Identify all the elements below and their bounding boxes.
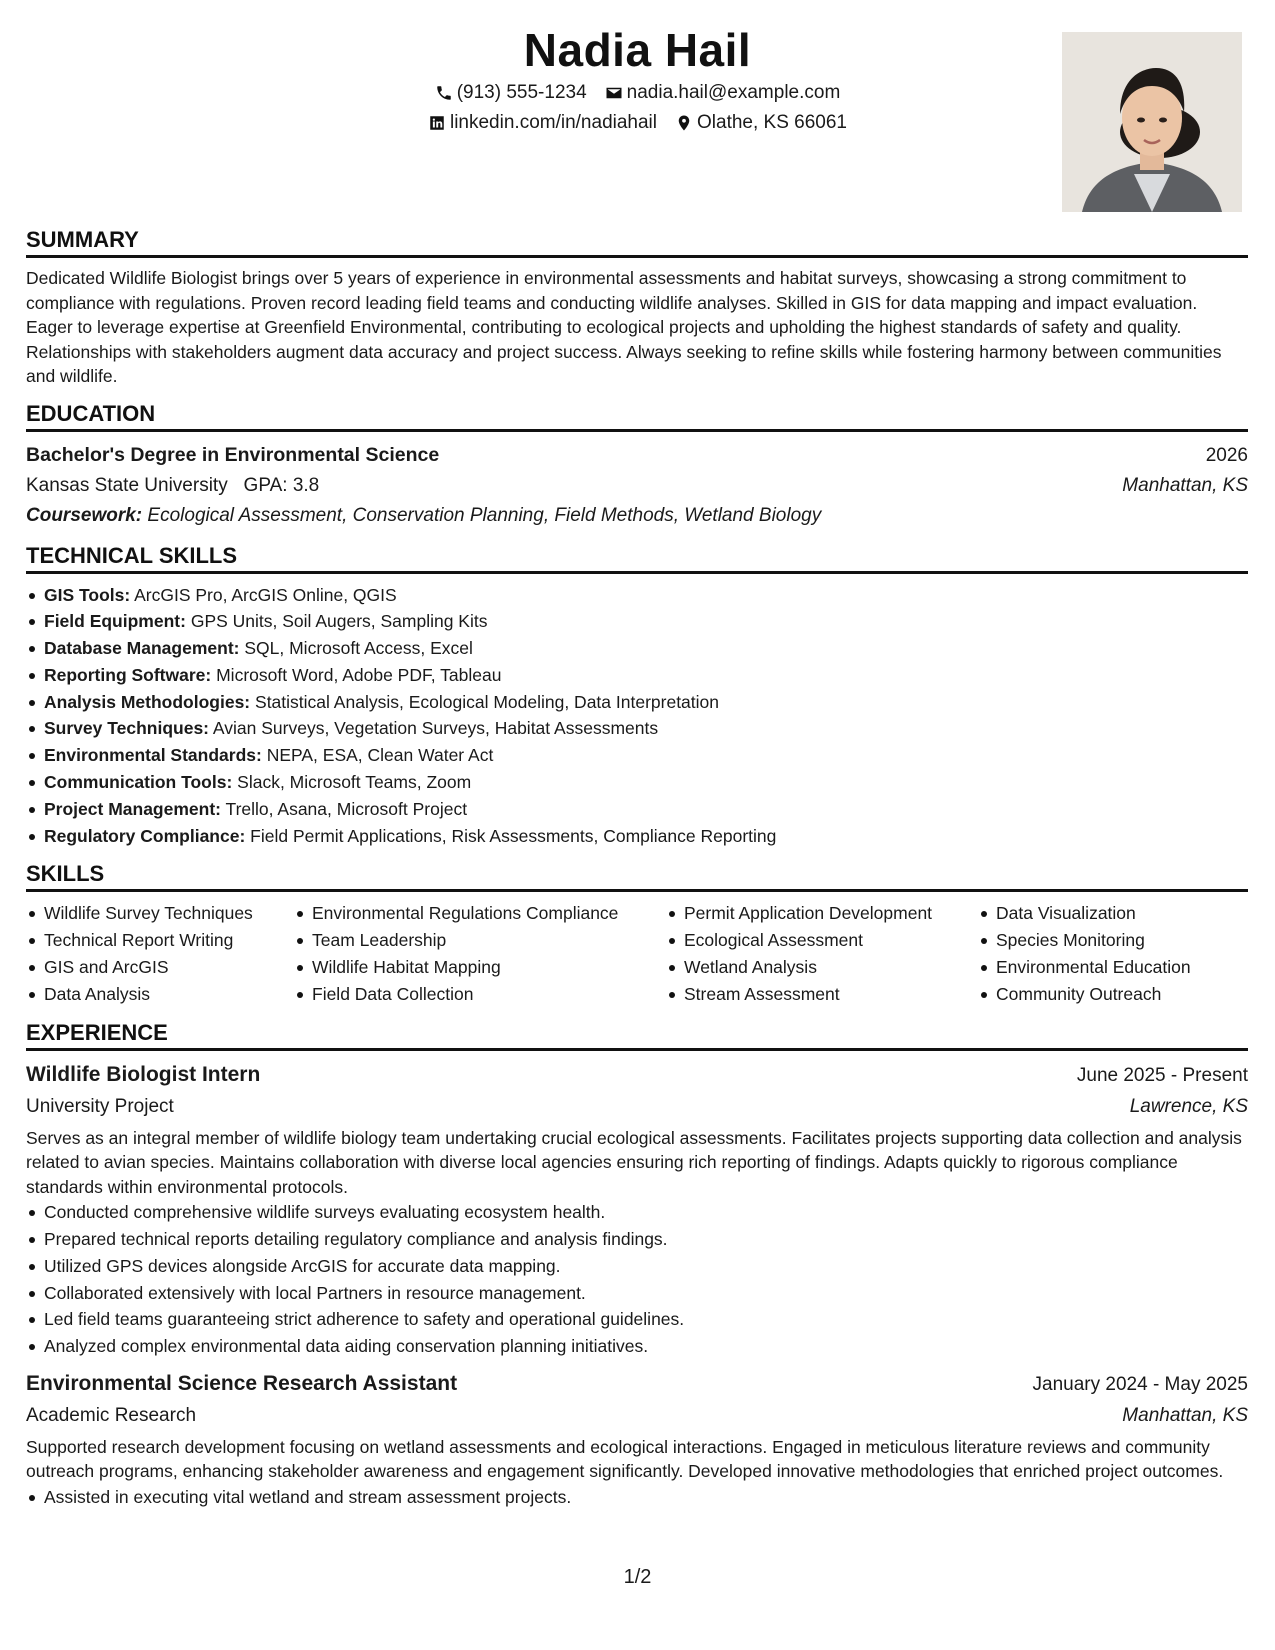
list-item: Wildlife Survey Techniques [26, 900, 294, 927]
list-item: Permit Application Development [666, 900, 978, 927]
job-entry [26, 1059, 1248, 1360]
skill-category: GIS Tools: [44, 584, 131, 605]
job-title: Environmental Science Research Assistant [26, 1371, 458, 1395]
list-item: Environmental Education [978, 954, 1240, 981]
summary-heading: SUMMARY [26, 226, 1248, 258]
candidate-name: Nadia Hail [523, 24, 752, 76]
list-item: Technical Report Writing [26, 927, 294, 954]
list-item: Stream Assessment [666, 981, 978, 1008]
list-item: GIS and ArcGIS [26, 954, 294, 981]
coursework-label: Coursework: [26, 504, 143, 526]
contact-linkedin[interactable] [428, 108, 657, 138]
job-organization: University Project [26, 1095, 174, 1117]
skill-values: Slack, Microsoft Teams, Zoom [237, 772, 472, 793]
list-item: Analyzed complex environmental data aiding conservation planning initiatives. [26, 1333, 1248, 1360]
list-item: Conducted comprehensive wildlife surveys evaluating ecosystem health. [26, 1199, 1248, 1226]
gpa: GPA: 3.8 [243, 474, 320, 496]
skills-heading: SKILLS [26, 860, 1248, 892]
list-item: Data Visualization [978, 900, 1240, 927]
school-line [26, 471, 319, 501]
skills-grid [26, 900, 1248, 1007]
skill-category: Analysis Methodologies: [44, 691, 251, 712]
technical-skills-heading: TECHNICAL SKILLS [26, 542, 1248, 574]
education-degree-row [26, 440, 1248, 471]
list-item [26, 823, 1248, 850]
phone-text: (913) 555-1234 [456, 82, 587, 103]
skills-column-2 [294, 900, 666, 1007]
list-item [26, 769, 1248, 796]
skills-column-1 [26, 900, 294, 1007]
list-item [26, 608, 1248, 635]
list-item: Prepared technical reports detailing regulatory compliance and analysis findings. [26, 1226, 1248, 1253]
skill-category: Environmental Standards: [44, 745, 262, 766]
job-bullets [26, 1484, 1248, 1511]
list-item: Wetland Analysis [666, 954, 978, 981]
resume-body [26, 226, 1248, 1522]
job-location: Lawrence, KS [1129, 1095, 1248, 1117]
list-item: Wildlife Habitat Mapping [294, 954, 666, 981]
contact-phone [435, 78, 587, 108]
skill-values: Trello, Asana, Microsoft Project [225, 798, 468, 819]
list-item: Species Monitoring [978, 927, 1240, 954]
job-bullets [26, 1199, 1248, 1360]
list-item: Ecological Assessment [666, 927, 978, 954]
job-description: Serves as an integral member of wildlife biology team undertaking crucial ecological assessments. Facilitates projects supporting data collection and analysis related to avian species. Maintains collaboration with diverse local agencies ensuring rich reporting of findings. Adapts quickly to rigorous compliance standards within environmental protocols. [26, 1127, 1242, 1197]
job-dates: January 2024 - May 2025 [1032, 1373, 1248, 1395]
list-item: Collaborated extensively with local Partners in resource management. [26, 1280, 1248, 1307]
job-title-row [26, 1368, 1248, 1400]
skill-values: Statistical Analysis, Ecological Modeling, Data Interpretation [255, 691, 720, 712]
skill-values: Microsoft Word, Adobe PDF, Tableau [216, 664, 502, 685]
skill-category: Field Equipment: [44, 611, 186, 632]
page-number: 1/2 [623, 1566, 652, 1588]
job-org-row [26, 1091, 1248, 1122]
contact-location [675, 108, 847, 138]
list-item: Team Leadership [294, 927, 666, 954]
skill-values: ArcGIS Pro, ArcGIS Online, QGIS [134, 584, 397, 605]
list-item: Community Outreach [978, 981, 1240, 1008]
skills-column-4 [978, 900, 1240, 1007]
experience-heading: EXPERIENCE [26, 1019, 1248, 1051]
list-item: Led field teams guaranteeing strict adherence to safety and operational guidelines. [26, 1306, 1248, 1333]
list-item: Assisted in executing vital wetland and stream assessment projects. [26, 1484, 1248, 1511]
school-location: Manhattan, KS [1122, 474, 1248, 496]
linkedin-icon [428, 114, 446, 132]
email-link[interactable]: nadia.hail@example.com [626, 82, 841, 103]
education-school-row [26, 471, 1248, 501]
list-item [26, 715, 1248, 742]
list-item: Data Analysis [26, 981, 294, 1008]
technical-skills-section [26, 542, 1248, 850]
job-entry [26, 1368, 1248, 1511]
school-name: Kansas State University [26, 474, 228, 496]
job-org-row [26, 1400, 1248, 1431]
list-item [26, 796, 1248, 823]
list-item [26, 582, 1248, 609]
linkedin-link[interactable]: linkedin.com/in/nadiahail [449, 112, 657, 133]
degree-title: Bachelor's Degree in Environmental Science [26, 443, 440, 466]
skill-values: GPS Units, Soil Augers, Sampling Kits [190, 611, 488, 632]
summary-section [26, 226, 1248, 389]
graduation-year: 2026 [1205, 444, 1248, 466]
skill-category: Database Management: [44, 638, 240, 659]
job-description: Supported research development focusing on wetland assessments and ecological interactions. Engaged in meticulous literature reviews and community outreach programs, enhancing stakeholder awareness and engagement significantly. Developed innovative methodologies that enriched project outcomes. [26, 1436, 1224, 1482]
location-text: Olathe, KS 66061 [697, 112, 847, 133]
skills-column-3 [666, 900, 978, 1007]
phone-icon [435, 84, 453, 102]
list-item [26, 689, 1248, 716]
list-item [26, 635, 1248, 662]
skill-values: SQL, Microsoft Access, Excel [244, 638, 473, 659]
coursework-line [26, 501, 1248, 531]
skill-category: Project Management: [44, 798, 221, 819]
job-dates: June 2025 - Present [1076, 1064, 1248, 1086]
map-pin-icon [675, 114, 693, 132]
job-organization: Academic Research [26, 1404, 197, 1426]
skill-values: NEPA, ESA, Clean Water Act [266, 745, 494, 766]
education-heading: EDUCATION [26, 400, 1248, 432]
technical-skills-list [26, 582, 1248, 850]
skill-values: Avian Surveys, Vegetation Surveys, Habitat Assessments [212, 718, 659, 739]
list-item: Environmental Regulations Compliance [294, 900, 666, 927]
summary-text: Dedicated Wildlife Biologist brings over 5 years of experience in environmental assessments and habitat surveys, showcasing a strong commitment to compliance with regulations. Proven record leading field teams and conducting wildlife analyses. Skilled in GIS for data mapping and impact evaluation. Eager to leverage expertise at Greenfield Environmental, contributing to ecological projects and upholding the highest standards of safety and quality. Relationships with stakeholders augment data accuracy and project success. Always seeking to refine skills while fostering harmony between communities and wildlife. [26, 268, 1222, 386]
skill-category: Communication Tools: [44, 772, 233, 793]
skill-category: Reporting Software: [44, 664, 212, 685]
skill-category: Regulatory Compliance: [44, 825, 246, 846]
education-section [26, 400, 1248, 531]
list-item [26, 742, 1248, 769]
profile-photo [1062, 32, 1242, 212]
job-title: Wildlife Biologist Intern [26, 1062, 261, 1086]
skill-values: Field Permit Applications, Risk Assessments, Compliance Reporting [250, 825, 777, 846]
skills-section [26, 860, 1248, 1007]
coursework-list: Ecological Assessment, Conservation Planning, Field Methods, Wetland Biology [147, 504, 822, 526]
list-item: Field Data Collection [294, 981, 666, 1008]
job-location: Manhattan, KS [1122, 1404, 1248, 1426]
list-item: Utilized GPS devices alongside ArcGIS for accurate data mapping. [26, 1253, 1248, 1280]
experience-section [26, 1019, 1248, 1511]
envelope-icon [605, 84, 623, 102]
list-item [26, 662, 1248, 689]
job-title-row [26, 1059, 1248, 1091]
contact-email[interactable] [605, 78, 841, 108]
skill-category: Survey Techniques: [44, 718, 210, 739]
